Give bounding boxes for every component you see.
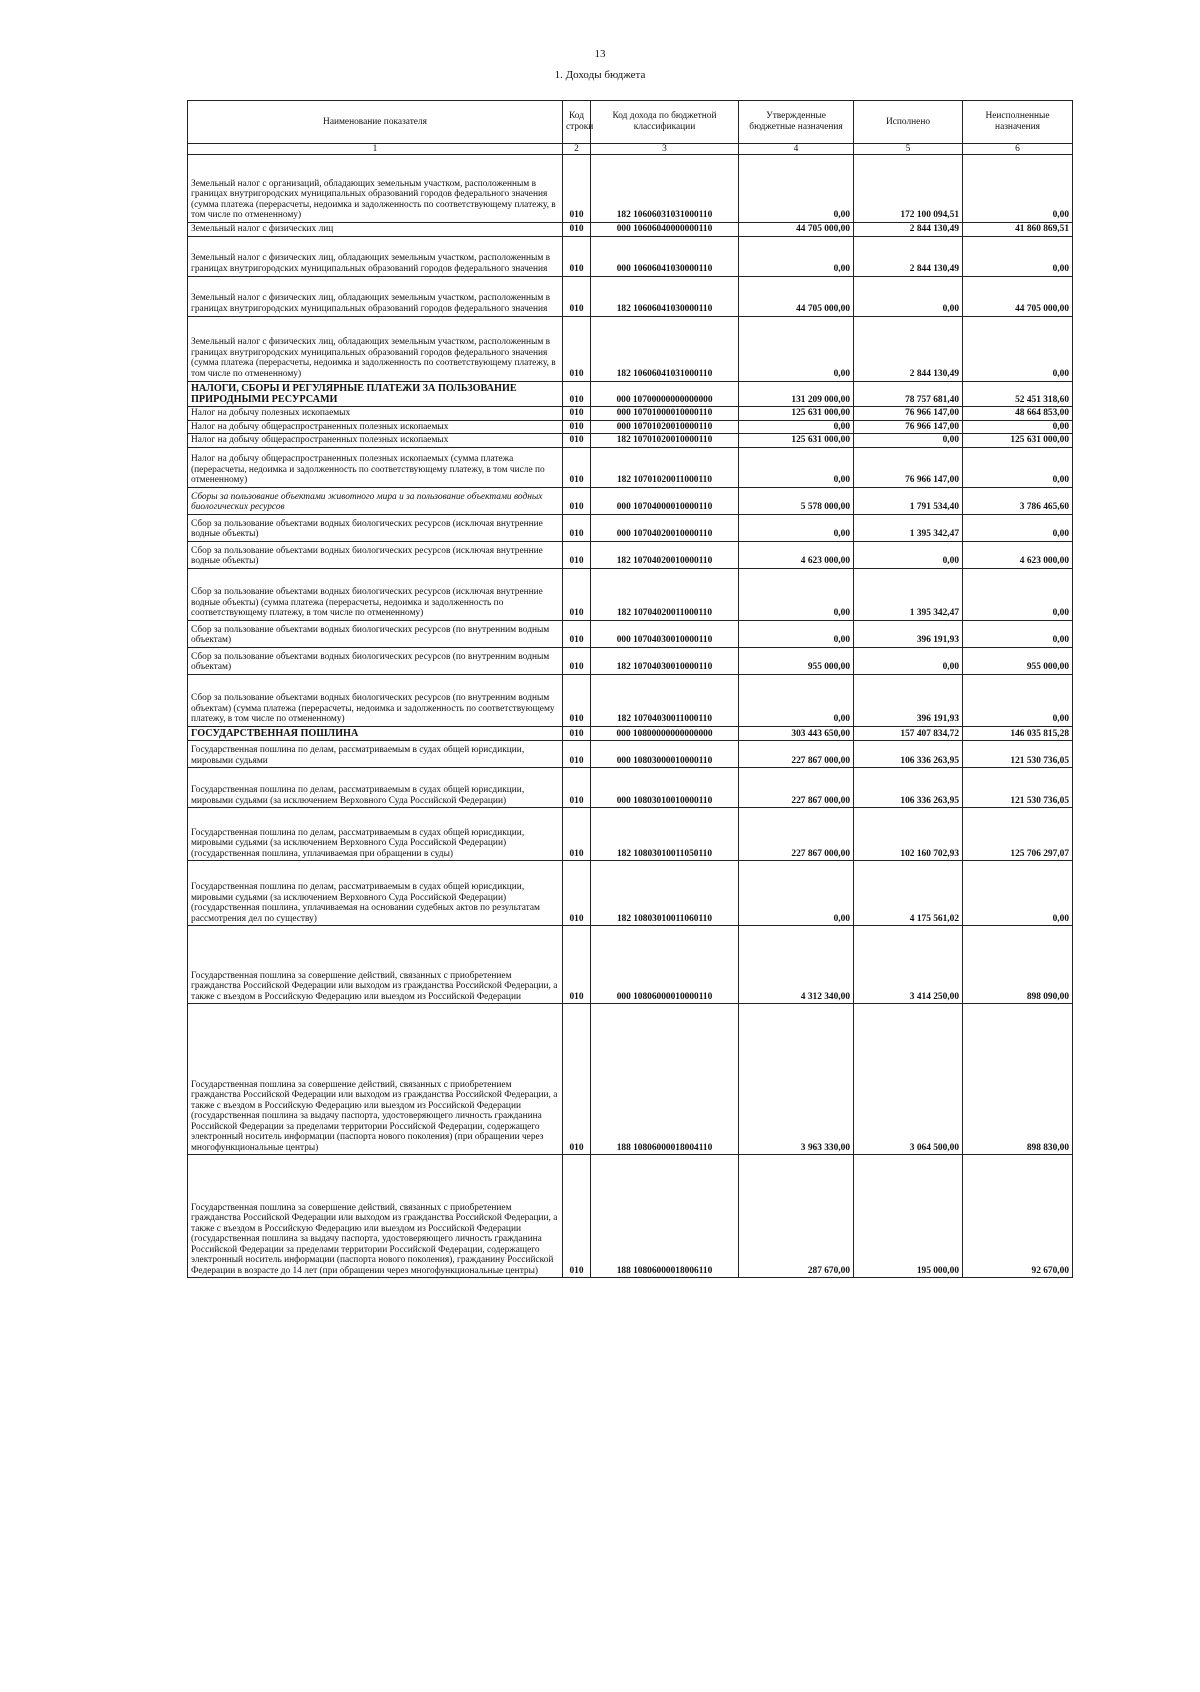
table-row bbox=[188, 768, 1073, 808]
indicator-name-cell: Земельный налог с физических лиц, обладающих земельным участком, расположенным в границах внутригородских муниципальных образований городов федерального значения (сумма платежа (перерасчеты, недоимка и задолженность по соответствующему платежу, в том числе по отмененному) bbox=[188, 316, 563, 381]
column-number: 1 bbox=[188, 144, 563, 155]
line-code-cell: 010 bbox=[563, 861, 591, 926]
approved-amount-cell: 125 631 000,00 bbox=[739, 407, 854, 421]
indicator-name-cell: Государственная пошлина по делам, рассматриваемым в судах общей юрисдикции, мировыми судьями (за исключением Верховного Суда Российской Федерации) (государственная пошлина, уплачиваемая при обращении в суды) bbox=[188, 808, 563, 861]
approved-amount-cell: 0,00 bbox=[739, 568, 854, 620]
income-code-cell: 000 10701020010000110 bbox=[591, 420, 739, 434]
indicator-name-cell: Сбор за пользование объектами водных биологических ресурсов (исключая внутренние водные объекты) bbox=[188, 514, 563, 541]
executed-amount-cell: 76 966 147,00 bbox=[854, 420, 963, 434]
income-code-cell: 182 10606041031000110 bbox=[591, 316, 739, 381]
income-code-cell: 182 10704030011000110 bbox=[591, 674, 739, 726]
header-executed: Исполнено bbox=[854, 101, 963, 144]
table-row bbox=[188, 926, 1073, 1004]
table-row bbox=[188, 861, 1073, 926]
executed-amount-cell: 2 844 130,49 bbox=[854, 236, 963, 276]
line-code-cell: 010 bbox=[563, 223, 591, 237]
unexecuted-amount-cell: 0,00 bbox=[963, 674, 1073, 726]
income-code-cell: 182 10704030010000110 bbox=[591, 647, 739, 674]
indicator-name-cell: Сбор за пользование объектами водных биологических ресурсов (по внутренним водным объектам) bbox=[188, 620, 563, 647]
income-code-cell: 000 10704020010000110 bbox=[591, 514, 739, 541]
executed-amount-cell: 1 395 342,47 bbox=[854, 514, 963, 541]
unexecuted-amount-cell: 146 035 815,28 bbox=[963, 726, 1073, 740]
executed-amount-cell: 4 175 561,02 bbox=[854, 861, 963, 926]
executed-amount-cell: 1 791 534,40 bbox=[854, 487, 963, 514]
line-code-cell: 010 bbox=[563, 316, 591, 381]
executed-amount-cell: 76 966 147,00 bbox=[854, 407, 963, 421]
column-number: 3 bbox=[591, 144, 739, 155]
line-code-cell: 010 bbox=[563, 434, 591, 448]
indicator-name-cell: Сбор за пользование объектами водных биологических ресурсов (по внутренним водным объектам) (сумма платежа (перерасчеты, недоимка и задолженность по соответствующему платежу, в том числе по отмененному) bbox=[188, 674, 563, 726]
approved-amount-cell: 4 623 000,00 bbox=[739, 541, 854, 568]
unexecuted-amount-cell: 898 830,00 bbox=[963, 1004, 1073, 1155]
header-unexecuted: Неисполненные назначения bbox=[963, 101, 1073, 144]
table-row bbox=[188, 487, 1073, 514]
executed-amount-cell: 3 414 250,00 bbox=[854, 926, 963, 1004]
income-code-cell: 000 10803000010000110 bbox=[591, 741, 739, 768]
income-code-cell: 182 10803010011050110 bbox=[591, 808, 739, 861]
approved-amount-cell: 5 578 000,00 bbox=[739, 487, 854, 514]
table-row bbox=[188, 726, 1073, 740]
approved-amount-cell: 0,00 bbox=[739, 155, 854, 223]
executed-amount-cell: 2 844 130,49 bbox=[854, 316, 963, 381]
unexecuted-amount-cell: 125 706 297,07 bbox=[963, 808, 1073, 861]
executed-amount-cell: 1 395 342,47 bbox=[854, 568, 963, 620]
table-row bbox=[188, 236, 1073, 276]
approved-amount-cell: 131 209 000,00 bbox=[739, 381, 854, 407]
indicator-name-cell: Государственная пошлина за совершение действий, связанных с приобретением гражданства Российской Федерации или выходом из гражданства Российской Федерации, а также с въездом в Российскую Федерацию или выездом из Российской Федерации (государственная пошлина за выдачу паспорта, удостоверяющего личность гражданина Российской Федерации за пределами территории Российской Федерации, содержащего электронный носитель информации (паспорта нового поколения) (при обращении через многофункциональные центры) bbox=[188, 1004, 563, 1155]
unexecuted-amount-cell: 0,00 bbox=[963, 568, 1073, 620]
line-code-cell: 010 bbox=[563, 568, 591, 620]
indicator-name-cell: Сбор за пользование объектами водных биологических ресурсов (исключая внутренние водные объекты) (сумма платежа (перерасчеты, недоимка и задолженность по соответствующему платежу, в том числе по отмененному) bbox=[188, 568, 563, 620]
income-code-cell: 182 10701020011000110 bbox=[591, 447, 739, 487]
approved-amount-cell: 0,00 bbox=[739, 236, 854, 276]
indicator-name-cell: Сбор за пользование объектами водных биологических ресурсов (исключая внутренние водные объекты) bbox=[188, 541, 563, 568]
unexecuted-amount-cell: 0,00 bbox=[963, 620, 1073, 647]
table-row bbox=[188, 568, 1073, 620]
table-row bbox=[188, 741, 1073, 768]
table-row bbox=[188, 1004, 1073, 1155]
line-code-cell: 010 bbox=[563, 808, 591, 861]
approved-amount-cell: 287 670,00 bbox=[739, 1155, 854, 1278]
unexecuted-amount-cell: 955 000,00 bbox=[963, 647, 1073, 674]
table-row bbox=[188, 447, 1073, 487]
approved-amount-cell: 125 631 000,00 bbox=[739, 434, 854, 448]
income-code-cell: 000 10606040000000110 bbox=[591, 223, 739, 237]
line-code-cell: 010 bbox=[563, 541, 591, 568]
page-number: 13 bbox=[594, 48, 606, 60]
line-code-cell: 010 bbox=[563, 447, 591, 487]
indicator-name-cell: Государственная пошлина по делам, рассматриваемым в судах общей юрисдикции, мировыми судьями (за исключением Верховного Суда Российской Федерации) (государственная пошлина, уплачиваемая на основании судебных актов по результатам рассмотрения дел по существу) bbox=[188, 861, 563, 926]
indicator-name-cell: НАЛОГИ, СБОРЫ И РЕГУЛЯРНЫЕ ПЛАТЕЖИ ЗА ПОЛЬЗОВАНИЕ ПРИРОДНЫМИ РЕСУРСАМИ bbox=[188, 381, 563, 407]
line-code-cell: 010 bbox=[563, 1004, 591, 1155]
income-code-cell: 000 10806000010000110 bbox=[591, 926, 739, 1004]
unexecuted-amount-cell: 48 664 853,00 bbox=[963, 407, 1073, 421]
income-code-cell: 000 10803010010000110 bbox=[591, 768, 739, 808]
unexecuted-amount-cell: 0,00 bbox=[963, 316, 1073, 381]
indicator-name-cell: Земельный налог с физических лиц, обладающих земельным участком, расположенным в границах внутригородских муниципальных образований городов федерального значения bbox=[188, 236, 563, 276]
unexecuted-amount-cell: 0,00 bbox=[963, 861, 1073, 926]
line-code-cell: 010 bbox=[563, 407, 591, 421]
unexecuted-amount-cell: 0,00 bbox=[963, 155, 1073, 223]
table-row bbox=[188, 223, 1073, 237]
income-code-cell: 182 10701020010000110 bbox=[591, 434, 739, 448]
header-income-code: Код дохода по бюджетной классификации bbox=[591, 101, 739, 144]
executed-amount-cell: 396 191,93 bbox=[854, 674, 963, 726]
table-body bbox=[188, 155, 1073, 1278]
executed-amount-cell: 3 064 500,00 bbox=[854, 1004, 963, 1155]
indicator-name-cell: Сбор за пользование объектами водных биологических ресурсов (по внутренним водным объектам) bbox=[188, 647, 563, 674]
executed-amount-cell: 106 336 263,95 bbox=[854, 741, 963, 768]
executed-amount-cell: 195 000,00 bbox=[854, 1155, 963, 1278]
line-code-cell: 010 bbox=[563, 420, 591, 434]
indicator-name-cell: Государственная пошлина по делам, рассматриваемым в судах общей юрисдикции, мировыми судьями bbox=[188, 741, 563, 768]
approved-amount-cell: 227 867 000,00 bbox=[739, 768, 854, 808]
income-code-cell: 182 10606031031000110 bbox=[591, 155, 739, 223]
line-code-cell: 010 bbox=[563, 620, 591, 647]
section-title: 1. Доходы бюджета bbox=[554, 69, 646, 81]
line-code-cell: 010 bbox=[563, 1155, 591, 1278]
column-number-row bbox=[188, 144, 1073, 155]
table-row bbox=[188, 674, 1073, 726]
unexecuted-amount-cell: 44 705 000,00 bbox=[963, 276, 1073, 316]
table-row bbox=[188, 316, 1073, 381]
line-code-cell: 010 bbox=[563, 487, 591, 514]
table-row bbox=[188, 155, 1073, 223]
revenue-table bbox=[187, 100, 1073, 1278]
table-row bbox=[188, 808, 1073, 861]
column-number: 5 bbox=[854, 144, 963, 155]
line-code-cell: 010 bbox=[563, 236, 591, 276]
income-code-cell: 182 10704020011000110 bbox=[591, 568, 739, 620]
unexecuted-amount-cell: 121 530 736,05 bbox=[963, 768, 1073, 808]
approved-amount-cell: 227 867 000,00 bbox=[739, 808, 854, 861]
executed-amount-cell: 172 100 094,51 bbox=[854, 155, 963, 223]
executed-amount-cell: 0,00 bbox=[854, 541, 963, 568]
line-code-cell: 010 bbox=[563, 514, 591, 541]
line-code-cell: 010 bbox=[563, 726, 591, 740]
income-code-cell: 182 10704020010000110 bbox=[591, 541, 739, 568]
approved-amount-cell: 0,00 bbox=[739, 674, 854, 726]
income-code-cell: 000 10704000010000110 bbox=[591, 487, 739, 514]
table-row bbox=[188, 620, 1073, 647]
income-code-cell: 000 10700000000000000 bbox=[591, 381, 739, 407]
executed-amount-cell: 157 407 834,72 bbox=[854, 726, 963, 740]
unexecuted-amount-cell: 92 670,00 bbox=[963, 1155, 1073, 1278]
executed-amount-cell: 106 336 263,95 bbox=[854, 768, 963, 808]
header-approved: Утвержденные бюджетные назначения bbox=[739, 101, 854, 144]
unexecuted-amount-cell: 4 623 000,00 bbox=[963, 541, 1073, 568]
indicator-name-cell: Сборы за пользование объектами животного мира и за пользование объектами водных биологических ресурсов bbox=[188, 487, 563, 514]
approved-amount-cell: 0,00 bbox=[739, 861, 854, 926]
approved-amount-cell: 227 867 000,00 bbox=[739, 741, 854, 768]
unexecuted-amount-cell: 898 090,00 bbox=[963, 926, 1073, 1004]
table-row bbox=[188, 514, 1073, 541]
approved-amount-cell: 44 705 000,00 bbox=[739, 276, 854, 316]
income-code-cell: 000 10701000010000110 bbox=[591, 407, 739, 421]
approved-amount-cell: 0,00 bbox=[739, 447, 854, 487]
executed-amount-cell: 102 160 702,93 bbox=[854, 808, 963, 861]
unexecuted-amount-cell: 0,00 bbox=[963, 420, 1073, 434]
approved-amount-cell: 0,00 bbox=[739, 620, 854, 647]
executed-amount-cell: 76 966 147,00 bbox=[854, 447, 963, 487]
executed-amount-cell: 0,00 bbox=[854, 276, 963, 316]
indicator-name-cell: Налог на добычу полезных ископаемых bbox=[188, 407, 563, 421]
executed-amount-cell: 396 191,93 bbox=[854, 620, 963, 647]
indicator-name-cell: Налог на добычу общераспространенных полезных ископаемых bbox=[188, 420, 563, 434]
table-row bbox=[188, 381, 1073, 407]
income-code-cell: 182 10606041030000110 bbox=[591, 276, 739, 316]
indicator-name-cell: Земельный налог с физических лиц bbox=[188, 223, 563, 237]
indicator-name-cell: Государственная пошлина за совершение действий, связанных с приобретением гражданства Российской Федерации или выходом из гражданства Российской Федерации, а также с въездом в Российскую Федерацию или выездом из Российской Федерации (государственная пошлина за выдачу паспорта, удостоверяющего личность гражданина Российской Федерации за пределами территории Российской Федерации, содержащего электронный носитель информации (паспорта нового поколения), гражданину Российской Федерации в возрасте до 14 лет (при обращении через многофункциональные центры) bbox=[188, 1155, 563, 1278]
unexecuted-amount-cell: 52 451 318,60 bbox=[963, 381, 1073, 407]
unexecuted-amount-cell: 41 860 869,51 bbox=[963, 223, 1073, 237]
unexecuted-amount-cell: 3 786 465,60 bbox=[963, 487, 1073, 514]
table-row bbox=[188, 407, 1073, 421]
unexecuted-amount-cell: 0,00 bbox=[963, 514, 1073, 541]
income-code-cell: 188 10806000018006110 bbox=[591, 1155, 739, 1278]
approved-amount-cell: 955 000,00 bbox=[739, 647, 854, 674]
income-code-cell: 182 10803010011060110 bbox=[591, 861, 739, 926]
line-code-cell: 010 bbox=[563, 647, 591, 674]
line-code-cell: 010 bbox=[563, 768, 591, 808]
table-row bbox=[188, 420, 1073, 434]
approved-amount-cell: 3 963 330,00 bbox=[739, 1004, 854, 1155]
header-row bbox=[188, 101, 1073, 144]
line-code-cell: 010 bbox=[563, 741, 591, 768]
income-code-cell: 188 10806000018004110 bbox=[591, 1004, 739, 1155]
line-code-cell: 010 bbox=[563, 155, 591, 223]
executed-amount-cell: 0,00 bbox=[854, 647, 963, 674]
approved-amount-cell: 44 705 000,00 bbox=[739, 223, 854, 237]
column-number: 6 bbox=[963, 144, 1073, 155]
income-code-cell: 000 10800000000000000 bbox=[591, 726, 739, 740]
indicator-name-cell: Земельный налог с организаций, обладающих земельным участком, расположенным в границах внутригородских муниципальных образований городов федерального значения (сумма платежа (перерасчеты, недоимка и задолженность по соответствующему платежу, в том числе по отмененному) bbox=[188, 155, 563, 223]
indicator-name-cell: Налог на добычу общераспространенных полезных ископаемых bbox=[188, 434, 563, 448]
unexecuted-amount-cell: 121 530 736,05 bbox=[963, 741, 1073, 768]
unexecuted-amount-cell: 0,00 bbox=[963, 447, 1073, 487]
table-row bbox=[188, 276, 1073, 316]
line-code-cell: 010 bbox=[563, 926, 591, 1004]
header-line-code: Код строки bbox=[563, 101, 591, 144]
line-code-cell: 010 bbox=[563, 381, 591, 407]
unexecuted-amount-cell: 125 631 000,00 bbox=[963, 434, 1073, 448]
indicator-name-cell: Государственная пошлина за совершение действий, связанных с приобретением гражданства Российской Федерации или выходом из гражданства Российской Федерации, а также с въездом в Российскую Федерацию или выездом из Российской Федерации bbox=[188, 926, 563, 1004]
line-code-cell: 010 bbox=[563, 674, 591, 726]
column-number: 4 bbox=[739, 144, 854, 155]
unexecuted-amount-cell: 0,00 bbox=[963, 236, 1073, 276]
approved-amount-cell: 0,00 bbox=[739, 316, 854, 381]
table-row bbox=[188, 647, 1073, 674]
executed-amount-cell: 0,00 bbox=[854, 434, 963, 448]
table-row bbox=[188, 434, 1073, 448]
indicator-name-cell: Земельный налог с физических лиц, обладающих земельным участком, расположенным в границах внутригородских муниципальных образований городов федерального значения bbox=[188, 276, 563, 316]
column-number: 2 bbox=[563, 144, 591, 155]
executed-amount-cell: 78 757 681,40 bbox=[854, 381, 963, 407]
approved-amount-cell: 0,00 bbox=[739, 514, 854, 541]
header-indicator-name: Наименование показателя bbox=[188, 101, 563, 144]
executed-amount-cell: 2 844 130,49 bbox=[854, 223, 963, 237]
income-code-cell: 000 10606041030000110 bbox=[591, 236, 739, 276]
table-row bbox=[188, 1155, 1073, 1278]
approved-amount-cell: 303 443 650,00 bbox=[739, 726, 854, 740]
indicator-name-cell: Государственная пошлина по делам, рассматриваемым в судах общей юрисдикции, мировыми судьями (за исключением Верховного Суда Российской Федерации) bbox=[188, 768, 563, 808]
line-code-cell: 010 bbox=[563, 276, 591, 316]
income-code-cell: 000 10704030010000110 bbox=[591, 620, 739, 647]
approved-amount-cell: 0,00 bbox=[739, 420, 854, 434]
approved-amount-cell: 4 312 340,00 bbox=[739, 926, 854, 1004]
indicator-name-cell: ГОСУДАРСТВЕННАЯ ПОШЛИНА bbox=[188, 726, 563, 740]
table-row bbox=[188, 541, 1073, 568]
indicator-name-cell: Налог на добычу общераспространенных полезных ископаемых (сумма платежа (перерасчеты, недоимка и задолженность по соответствующему платежу, в том числе по отмененному) bbox=[188, 447, 563, 487]
